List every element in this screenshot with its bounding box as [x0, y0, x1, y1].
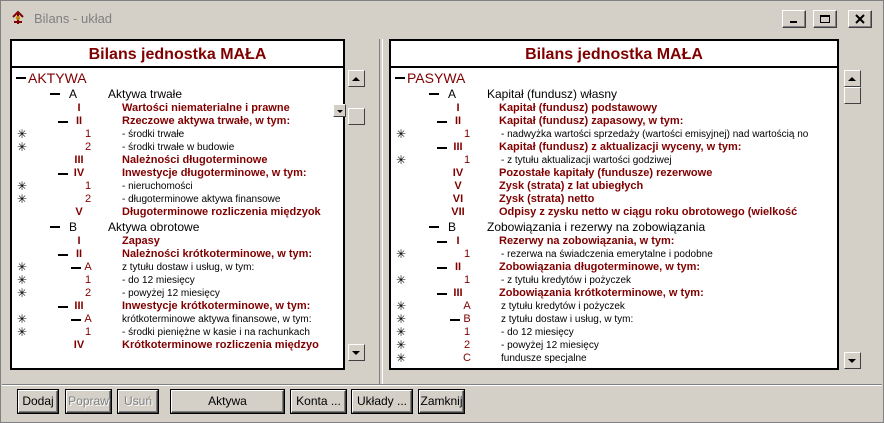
tree-row[interactable] [12, 102, 343, 115]
row-label: fundusze specjalne [501, 353, 587, 364]
row-number: VI [452, 193, 464, 205]
row-label: Wartości niematerialne i prawne [122, 102, 290, 114]
liabilities-scroll-thumb[interactable] [844, 87, 861, 104]
row-marker-icon: ✳ [16, 192, 28, 206]
assets-toggle-button[interactable]: Aktywa [171, 390, 284, 413]
tree-row[interactable] [391, 235, 837, 248]
tree-row[interactable] [391, 206, 837, 219]
tree-row[interactable] [12, 300, 343, 313]
row-number: B [68, 220, 77, 234]
tree-row[interactable] [12, 141, 343, 154]
row-number: II [454, 115, 462, 127]
tree-row[interactable] [391, 141, 837, 154]
tree-row[interactable] [391, 313, 837, 326]
collapse-toggle-icon[interactable] [395, 77, 405, 79]
tree-row[interactable] [12, 326, 343, 339]
collapse-toggle-icon[interactable] [429, 226, 439, 228]
tree-root-row[interactable] [391, 70, 837, 86]
row-label: Aktywa obrotowe [108, 220, 200, 234]
close-window-button[interactable] [848, 10, 872, 28]
row-number: 1 [84, 128, 92, 140]
row-label: krótkoterminowe aktywa finansowe, w tym: [122, 314, 312, 325]
row-marker-icon: ✳ [395, 351, 407, 365]
row-label: Krótkoterminowe rozliczenia międzyo [122, 339, 319, 351]
row-label: Pozostałe kapitały (fundusze) rezerwowe [499, 167, 713, 179]
row-label: Zobowiązania i rezerwy na zobowiązania [487, 220, 706, 234]
tree-row[interactable] [12, 287, 343, 300]
row-label: PASYWA [407, 70, 466, 86]
tree-row[interactable] [12, 206, 343, 219]
row-marker-icon: ✳ [16, 325, 28, 339]
row-number: 1 [463, 128, 471, 140]
tree-row[interactable] [12, 313, 343, 326]
row-label: Należności długoterminowe [122, 154, 268, 166]
tree-root-row[interactable] [12, 70, 343, 86]
edit-button[interactable]: Popraw [66, 390, 111, 413]
row-number: IV [73, 167, 85, 179]
row-number: IV [73, 339, 85, 351]
maximize-button[interactable] [813, 10, 837, 28]
row-number: II [454, 261, 462, 273]
tree-row[interactable] [12, 261, 343, 274]
row-number: I [77, 235, 81, 247]
row-label: Rzeczowe aktywa trwałe, w tym: [122, 115, 291, 127]
bottom-separator [2, 384, 882, 386]
row-label: Kapitał (fundusz) podstawowy [499, 102, 658, 114]
row-label: Należności krótkoterminowe, w tym: [122, 248, 313, 260]
row-marker-icon: ✳ [16, 260, 28, 274]
minimize-button[interactable] [782, 10, 806, 28]
tree-row[interactable] [12, 274, 343, 287]
row-marker-icon: ✳ [16, 286, 28, 300]
row-label: Kapitał (fundusz) z aktualizacji wyceny, w tym: [499, 141, 742, 153]
tree-row[interactable] [12, 248, 343, 261]
tree-row[interactable] [391, 287, 837, 300]
row-label: - nieruchomości [122, 181, 193, 192]
tree-row[interactable] [12, 115, 343, 128]
row-label: - środki trwałe w budowie [122, 142, 235, 153]
title-bar [2, 2, 882, 32]
row-number: 1 [84, 274, 92, 286]
row-dropdown-button[interactable] [333, 104, 346, 117]
row-label: Zysk (strata) netto [499, 193, 595, 205]
row-number: C [463, 352, 471, 364]
delete-button[interactable]: Usuń [118, 390, 158, 413]
row-marker-icon: ✳ [395, 247, 407, 261]
row-number: A [84, 313, 92, 325]
row-number: III [453, 287, 463, 299]
tree-row[interactable] [12, 193, 343, 206]
tree-row[interactable] [391, 248, 837, 261]
row-label: Aktywa trwałe [108, 87, 183, 101]
tree-row[interactable] [391, 115, 837, 128]
row-label: - nadwyżka wartości sprzedaży (wartości emisyjnej) nad wartością no [501, 129, 809, 140]
row-label: AKTYWA [28, 70, 87, 86]
tree-row[interactable] [391, 167, 837, 180]
row-number: 1 [84, 326, 92, 338]
assets-panel-title: Bilans jednostka MAŁA [12, 41, 343, 68]
row-number: I [456, 102, 460, 114]
collapse-toggle-icon[interactable] [50, 93, 60, 95]
row-marker-icon: ✳ [395, 325, 407, 339]
row-label: Inwestycje krótkoterminowe, w tym: [122, 300, 311, 312]
arrow-up-icon [848, 76, 857, 82]
row-number: 1 [463, 248, 471, 260]
row-label: z tytułu kredytów i pożyczek [501, 301, 625, 312]
assets-scroll-down[interactable] [348, 344, 365, 361]
row-number: V [454, 180, 462, 192]
window-title: Bilans - układ [34, 11, 113, 26]
tree-section-row[interactable] [391, 86, 837, 102]
row-label: z tytułu dostaw i usług, w tym: [122, 262, 255, 273]
row-marker-icon: ✳ [395, 127, 407, 141]
row-number: II [75, 248, 83, 260]
row-label: Inwestycje długoterminowe, w tym: [122, 167, 307, 179]
row-marker-icon: ✳ [395, 299, 407, 313]
row-number: II [75, 115, 83, 127]
row-number: 2 [84, 193, 92, 205]
row-marker-icon: ✳ [16, 140, 28, 154]
row-label: - środki pieniężne w kasie i na rachunkach [122, 327, 310, 338]
row-number: 1 [463, 274, 471, 286]
row-label: Zobowiązania krótkoterminowe, w tym: [499, 287, 704, 299]
tree-row[interactable] [12, 167, 343, 180]
liabilities-scroll-down[interactable] [844, 352, 861, 369]
chevron-down-icon [335, 106, 346, 117]
collapse-toggle-icon[interactable] [429, 93, 439, 95]
row-marker-icon: ✳ [395, 338, 407, 352]
row-number: VII [451, 206, 465, 218]
row-label: - do 12 miesięcy [122, 275, 195, 286]
tree-row[interactable] [12, 180, 343, 193]
row-label: Rezerwy na zobowiązania, w tym: [499, 235, 675, 247]
row-label: - powyżej 12 miesięcy [122, 288, 220, 299]
tree-section-row[interactable] [391, 219, 837, 235]
row-number: B [463, 313, 471, 325]
tree-row[interactable] [391, 326, 837, 339]
layouts-button[interactable]: Układy ... [352, 390, 412, 413]
arrow-down-icon [848, 358, 857, 364]
collapse-toggle-icon[interactable] [16, 77, 26, 79]
row-marker-icon: ✳ [395, 312, 407, 326]
row-number: III [453, 141, 463, 153]
tree-row[interactable] [391, 102, 837, 115]
row-marker-icon: ✳ [16, 179, 28, 193]
row-number: 2 [84, 287, 92, 299]
assets-scroll-thumb[interactable] [348, 108, 365, 125]
row-label: Odpisy z zysku netto w ciągu roku obrotowego (wielkość [499, 206, 798, 218]
row-marker-icon: ✳ [16, 273, 28, 287]
assets-panel [10, 39, 345, 370]
tree-row[interactable] [391, 300, 837, 313]
row-number: A [84, 261, 92, 273]
row-marker-icon: ✳ [395, 273, 407, 287]
maximize-icon [819, 14, 831, 24]
tree-row[interactable] [391, 339, 837, 352]
assets-tree [12, 70, 343, 352]
collapse-toggle-icon[interactable] [50, 226, 60, 228]
tree-section-row[interactable] [12, 219, 343, 235]
tree-row[interactable] [391, 274, 837, 287]
row-number: V [75, 206, 83, 218]
app-icon [10, 10, 26, 26]
liabilities-tree [391, 70, 837, 365]
row-label: - z tytułu aktualizacji wartości godziwej [501, 155, 672, 166]
liabilities-scroll-up[interactable] [844, 70, 861, 87]
row-label: - długoterminowe aktywa finansowe [122, 194, 281, 205]
row-number: A [447, 87, 456, 101]
row-number: I [456, 235, 460, 247]
row-label: - do 12 miesięcy [501, 327, 574, 338]
accounts-button[interactable]: Konta ... [291, 390, 346, 413]
row-number: 1 [84, 180, 92, 192]
tree-row[interactable] [391, 180, 837, 193]
row-label: Zobowiązania długoterminowe, w tym: [499, 261, 701, 273]
liabilities-panel-title: Bilans jednostka MAŁA [391, 41, 837, 68]
tree-row[interactable] [12, 154, 343, 167]
row-number: III [74, 300, 84, 312]
row-label: Zysk (strata) z lat ubiegłych [499, 180, 644, 192]
row-label: Zapasy [122, 235, 160, 247]
tree-row[interactable] [12, 339, 343, 352]
tree-row[interactable] [391, 154, 837, 167]
arrow-down-icon [352, 350, 361, 356]
row-label: - środki trwałe [122, 129, 185, 140]
row-label: Kapitał (fundusz) zapasowy, w tym: [499, 115, 684, 127]
add-button[interactable]: Dodaj [18, 390, 58, 413]
tree-row[interactable] [391, 128, 837, 141]
tree-row[interactable] [391, 261, 837, 274]
tree-section-row[interactable] [12, 86, 343, 102]
panel-divider[interactable] [379, 39, 383, 385]
assets-scrollbar[interactable] [348, 70, 365, 372]
row-number: 1 [463, 326, 471, 338]
row-number: A [68, 87, 77, 101]
close-icon [854, 14, 866, 24]
row-marker-icon: ✳ [16, 127, 28, 141]
row-number: IV [452, 167, 464, 179]
close-button[interactable]: Zamknij [419, 390, 464, 413]
row-number: I [77, 102, 81, 114]
row-number: B [447, 220, 456, 234]
row-number: 2 [84, 141, 92, 153]
tree-row[interactable] [391, 352, 837, 365]
row-label: - rezerwa na świadczenia emerytalne i podobne [501, 249, 713, 260]
row-marker-icon: ✳ [16, 312, 28, 326]
assets-scroll-up[interactable] [348, 70, 365, 87]
liabilities-scrollbar[interactable] [844, 70, 861, 372]
liabilities-panel [389, 39, 839, 370]
row-number: A [463, 300, 471, 312]
row-number: 1 [463, 154, 471, 166]
row-label: z tytułu dostaw i usług, w tym: [501, 314, 634, 325]
row-number: III [74, 154, 84, 166]
row-label: - z tytułu kredytów i pożyczek [501, 275, 632, 286]
tree-row[interactable] [391, 193, 837, 206]
row-marker-icon: ✳ [395, 153, 407, 167]
row-label: Długoterminowe rozliczenia międzyok [122, 206, 321, 218]
tree-row[interactable] [12, 128, 343, 141]
tree-row[interactable] [12, 235, 343, 248]
row-number: 2 [463, 339, 471, 351]
row-label: Kapitał (fundusz) własny [487, 87, 618, 101]
row-label: - powyżej 12 miesięcy [501, 340, 599, 351]
arrow-up-icon [352, 76, 361, 82]
minimize-icon [788, 14, 800, 24]
